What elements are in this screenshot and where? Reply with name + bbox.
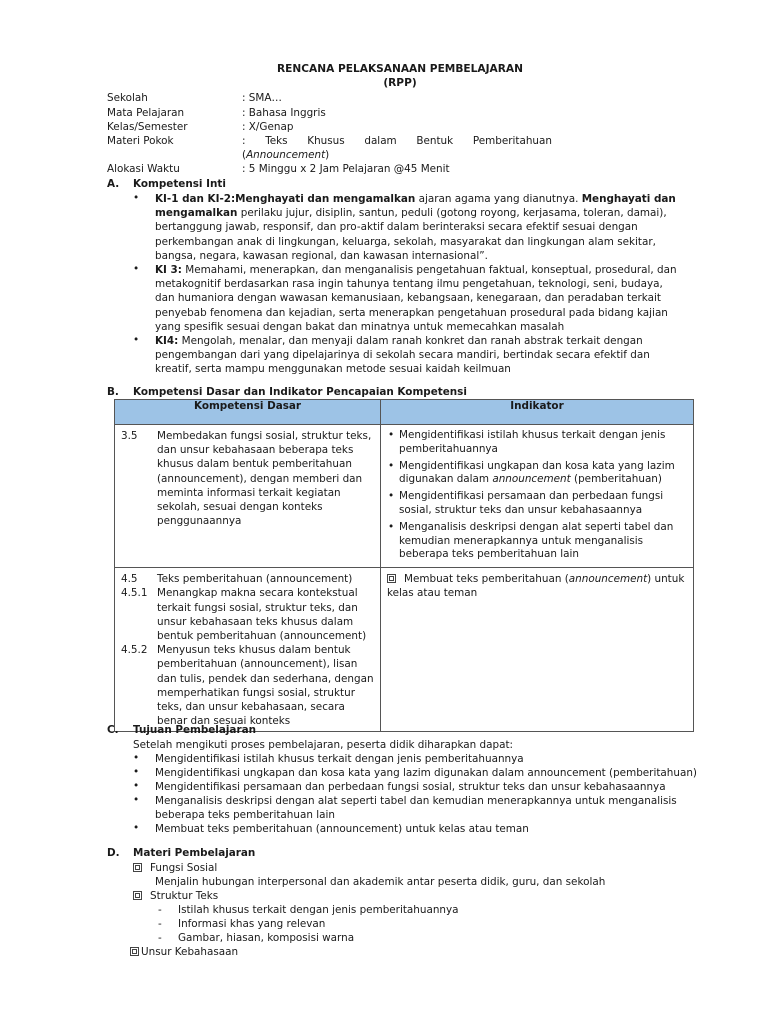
kompetensi-table	[114, 399, 694, 732]
identity-value: : 5 Minggu x 2 Jam Pelajaran @45 Menit	[242, 163, 450, 175]
kd-number: 4.5.2	[121, 644, 148, 657]
kd-cell	[115, 568, 381, 732]
ki-3-text	[155, 263, 680, 334]
materi-item	[130, 945, 238, 959]
checkbox-icon	[130, 947, 139, 956]
ki4-bold: KI4:	[155, 335, 179, 347]
indikator-cell	[381, 568, 694, 732]
section-title: Kompetensi Inti	[133, 178, 226, 190]
value-word: Bentuk	[416, 135, 454, 147]
bullet-icon: •	[133, 794, 140, 806]
table-row	[115, 425, 694, 568]
kd-number: 4.5.1	[121, 587, 148, 600]
ki12-text-1: ajaran agama yang dianutnya.	[415, 193, 582, 205]
value-word: :	[242, 135, 246, 147]
section-letter: A.	[107, 178, 120, 190]
list-item-continuation: beberapa teks pemberitahuan lain	[155, 809, 335, 821]
ind5-text-b: ) untuk kelas atau teman	[387, 573, 685, 600]
bullet-icon: •	[133, 192, 140, 204]
indikator-cell	[381, 425, 694, 568]
materi-item	[133, 861, 217, 875]
list-item: Mengidentifikasi persamaan dan perbedaan fungsi sosial, struktur teks dan unsur kebahasaannya	[155, 781, 666, 793]
value-word: Khusus	[307, 135, 345, 147]
section-c-heading	[107, 724, 256, 736]
identity-value: : Bahasa Inggris	[242, 107, 326, 119]
ind2-italic: announcement	[492, 473, 571, 486]
identity-value: : X/Genap	[242, 121, 294, 133]
ind5-italic: announcement	[568, 573, 648, 586]
kd-text: Menangkap makna secara kontekstual terkait fungsi sosial, struktur teks, dan unsur kebahasaan teks khusus dalam bentuk pemberitahuan (announcement)	[157, 587, 367, 642]
list-item: Mengidentifikasi istilah khusus terkait dengan jenis pemberitahuannya	[155, 753, 524, 765]
announcement-italic: Announcement	[246, 149, 326, 161]
list-item: • Menganalisis deskripsi dengan alat seperti tabel dan kemudian menerapkannya untuk menganalisis beberapa teks pemberitahuan lain	[399, 521, 687, 562]
fungsi-sosial-text: Menjalin hubungan interpersonal dan akademik antar peserta didik, guru, dan sekolah	[155, 876, 606, 888]
ki-4-text	[155, 334, 680, 377]
bullet-icon: •	[133, 752, 140, 764]
kd-text: Membedakan fungsi sosial, struktur teks, dan unsur kebahasaan beberapa teks khusus dalam bentuk pemberitahuan (announcement), dengan memberi dan meminta informasi terkait kegiatan sekolah, sesuai dengan konteks penggunaannya	[157, 430, 372, 528]
bullet-icon: •	[133, 263, 140, 275]
materi-pokok-line2	[242, 149, 329, 161]
bullet-icon: •	[133, 822, 140, 834]
section-title: Materi Pembelajaran	[133, 847, 256, 859]
kd-text: Menyusun teks khusus dalam bentuk pemberitahuan (announcement), lisan dan tulis, pendek dan sederhana, dengan memperhatikan fungsi sosial, struktur teks, dan unsur kebahasaan, secara benar dan sesuai konteks	[157, 644, 374, 728]
section-letter: C.	[107, 724, 119, 736]
section-b-heading	[107, 386, 467, 398]
section-d-heading	[107, 847, 255, 859]
ind2-text-b: (pemberitahuan)	[570, 473, 662, 486]
table-row	[115, 568, 694, 732]
dash-icon: -	[158, 904, 162, 916]
identity-label: Sekolah	[107, 92, 148, 104]
list-item: Menganalisis deskripsi dengan alat seperti tabel dan kemudian menerapkannya untuk menganalisis	[155, 795, 677, 807]
ki4-text: Mengolah, menalar, dan menyaji dalam ranah konkret dan ranah abstrak terkait dengan pengembangan dari yang dipelajarinya di sekolah secara mandiri, bertindak secara efektif dan kreatif, serta mampu menggunakan metode sesuai kaidah keilmuan	[155, 335, 650, 376]
ind2-text-a: Mengidentifikasi ungkapan dan kosa kata yang lazim digunakan dalam	[399, 459, 675, 486]
list-item: Gambar, hiasan, komposisi warna	[178, 932, 355, 944]
kd-text: Teks pemberitahuan (announcement)	[157, 573, 353, 586]
ind5-text-a: Membuat teks pemberitahuan (	[404, 573, 569, 586]
checkbox-icon	[133, 863, 142, 872]
list-item: Informasi khas yang relevan	[178, 918, 326, 930]
ki-1-2-text	[155, 192, 680, 263]
table-header-indikator: Indikator	[381, 400, 694, 425]
materi-pokok-value	[242, 135, 552, 147]
ki3-bold: KI 3:	[155, 264, 182, 276]
ki12-bold-2: Menghayati dan mengamalkan	[155, 193, 676, 220]
list-item: Membuat teks pemberitahuan (announcement) untuk kelas atau teman	[155, 823, 529, 835]
identity-label: Alokasi Waktu	[107, 163, 180, 175]
bullet-icon: •	[133, 780, 140, 792]
kd-number: 4.5	[121, 573, 138, 586]
materi-label: Struktur Teks	[150, 890, 219, 902]
indikator-item	[381, 568, 693, 600]
ki3-text: Memahami, menerapkan, dan menganalisis pengetahuan faktual, konseptual, prosedural, dan metakognitif berdasarkan rasa ingin tahunya tentang ilmu pengetahuan, teknologi, seni, budaya, dan humaniora dengan wawasan kemanusiaan, kebangsaan, kenegaraan, dan peradaban terkait penyebab fenomena dan kejadian, serta menerapkan pengetahuan prosedural pada bidang kajian yang spesifik sesuai dengan bakat dan minatnya untuk memecahkan masalah	[155, 264, 677, 333]
checkbox-icon	[387, 574, 396, 583]
list-item: Istilah khusus terkait dengan jenis pemberitahuannya	[178, 904, 459, 916]
table-header-kd: Kompetensi Dasar	[115, 400, 381, 425]
identity-label: Materi Pokok	[107, 135, 174, 147]
identity-value: : SMA…	[242, 92, 282, 104]
list-item	[399, 460, 687, 488]
kd-cell	[115, 425, 381, 568]
value-word: Pemberitahuan	[472, 135, 552, 147]
list-item: Mengidentifikasi ungkapan dan kosa kata yang lazim digunakan dalam announcement (pemberitahuan)	[155, 767, 697, 779]
section-letter: B.	[107, 386, 119, 398]
value-word: Teks	[265, 135, 288, 147]
materi-item	[133, 889, 218, 903]
ki12-text-2: perilaku jujur, disiplin, santun, peduli (gotong royong, kerjasama, toleran, damai), bertanggung jawab, responsif, dan pro-aktif dalam berinteraksi secara efektif sesuai dengan perkembangan anak di lingkungan, keluarga, sekolah, masyarakat dan lingkungan alam sekitar, bangsa, negara, kawasan regional, dan kawasan internasional”.	[155, 207, 667, 262]
paren: (	[242, 149, 247, 161]
kd-number: 3.5	[121, 430, 138, 442]
paren: )	[325, 149, 330, 161]
section-c-intro: Setelah mengikuti proses pembelajaran, peserta didik diharapkan dapat:	[133, 739, 514, 751]
section-letter: D.	[107, 847, 120, 859]
value-word: dalam	[364, 135, 397, 147]
list-item: • Mengidentifikasi persamaan dan perbedaan fungsi sosial, struktur teks dan unsur kebahasaannya	[399, 490, 687, 518]
bullet-icon: •	[133, 766, 140, 778]
doc-subtitle: (RPP)	[383, 77, 417, 89]
identity-label: Kelas/Semester	[107, 121, 188, 133]
dash-icon: -	[158, 932, 162, 944]
ki12-bold-1: KI-1 dan KI-2:Menghayati dan mengamalkan	[155, 193, 416, 205]
doc-title: RENCANA PELAKSANAAN PEMBELAJARAN	[277, 63, 523, 75]
materi-label: Fungsi Sosial	[150, 862, 218, 874]
identity-label: Mata Pelajaran	[107, 107, 185, 119]
checkbox-icon	[133, 891, 142, 900]
section-a-heading	[107, 178, 226, 190]
dash-icon: -	[158, 918, 162, 930]
section-title: Kompetensi Dasar dan Indikator Pencapaian Kompetensi	[133, 386, 467, 398]
list-item: • Mengidentifikasi istilah khusus terkait dengan jenis pemberitahuannya	[399, 429, 687, 457]
materi-label: Unsur Kebahasaan	[141, 946, 239, 958]
bullet-icon: •	[133, 334, 140, 346]
section-title: Tujuan Pembelajaran	[133, 724, 256, 736]
